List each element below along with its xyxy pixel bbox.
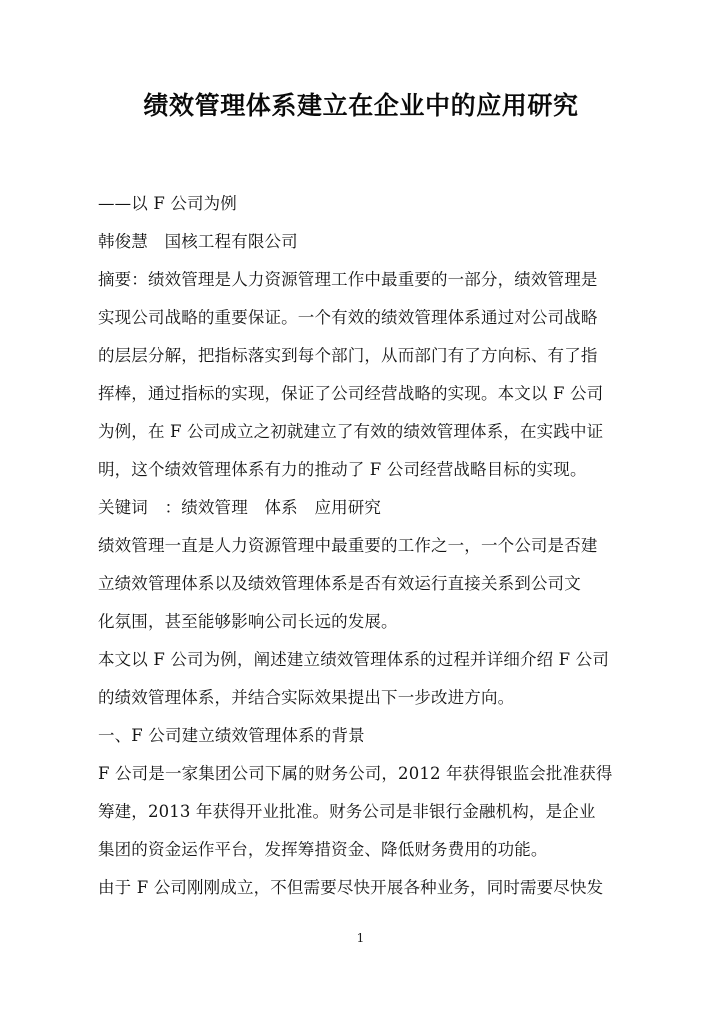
body-line: 本文以 F 公司为例，阐述建立绩效管理体系的过程并详细介绍 F 公司 (98, 650, 609, 669)
abstract-line: 明，这个绩效管理体系有力的推动了 F 公司经营战略目标的实现。 (98, 460, 587, 479)
abstract-block (98, 261, 624, 489)
body-line: 立绩效管理体系以及绩效管理体系是否有效运行直接关系到公司文 (98, 574, 581, 593)
body-line: 筹建，2013 年获得开业批准。财务公司是非银行金融机构，是企业 (98, 802, 596, 821)
body-line: 集团的资金运作平台，发挥筹措资金、降低财务费用的功能。 (98, 840, 548, 859)
author-byline: 韩俊慧 国核工程有限公司 (98, 232, 298, 251)
body-line: 由于 F 公司刚刚成立，不但需要尽快开展各种业务，同时需要尽快发 (98, 878, 604, 897)
body-paragraph-2 (98, 641, 624, 717)
keywords-line: 关键词 ：绩效管理 体系 应用研究 (98, 498, 382, 517)
page-number: 1 (356, 931, 365, 945)
page-content (98, 0, 624, 907)
abstract-line: 的层层分解，把指标落实到每个部门，从而部门有了方向标、有了指 (98, 346, 598, 365)
keywords-block (98, 489, 624, 527)
byline-block (98, 223, 624, 261)
body-paragraph-4 (98, 869, 624, 907)
body-line: F 公司是一家集团公司下属的财务公司，2012 年获得银监会批准获得 (98, 764, 613, 783)
body-line: 的绩效管理体系，并结合实际效果提出下一步改进方向。 (98, 688, 515, 707)
body-line: 化氛围，甚至能够影响公司长远的发展。 (98, 612, 398, 631)
abstract-line: 为例，在 F 公司成立之初就建立了有效的绩效管理体系，在实践中证 (98, 422, 604, 441)
abstract-line: 实现公司战略的重要保证。一个有效的绩效管理体系通过对公司战略 (98, 308, 598, 327)
title-spacer (98, 123, 624, 185)
document-subtitle: ——以 F 公司为例 (98, 194, 237, 213)
body-line: 绩效管理一直是人力资源管理中最重要的工作之一，一个公司是否建 (98, 536, 598, 555)
body-paragraph-1 (98, 527, 624, 641)
section-heading-block (98, 717, 624, 755)
abstract-line: 挥棒，通过指标的实现，保证了公司经营战略的实现。本文以 F 公司 (98, 384, 604, 403)
abstract-line: 摘要：绩效管理是人力资源管理工作中最重要的一部分，绩效管理是 (98, 270, 598, 289)
page-title: 绩效管理体系建立在企业中的应用研究 (143, 91, 579, 120)
section-heading-1: 一、F 公司建立绩效管理体系的背景 (98, 726, 365, 745)
body-paragraph-3 (98, 755, 624, 869)
subtitle-block (98, 185, 624, 223)
